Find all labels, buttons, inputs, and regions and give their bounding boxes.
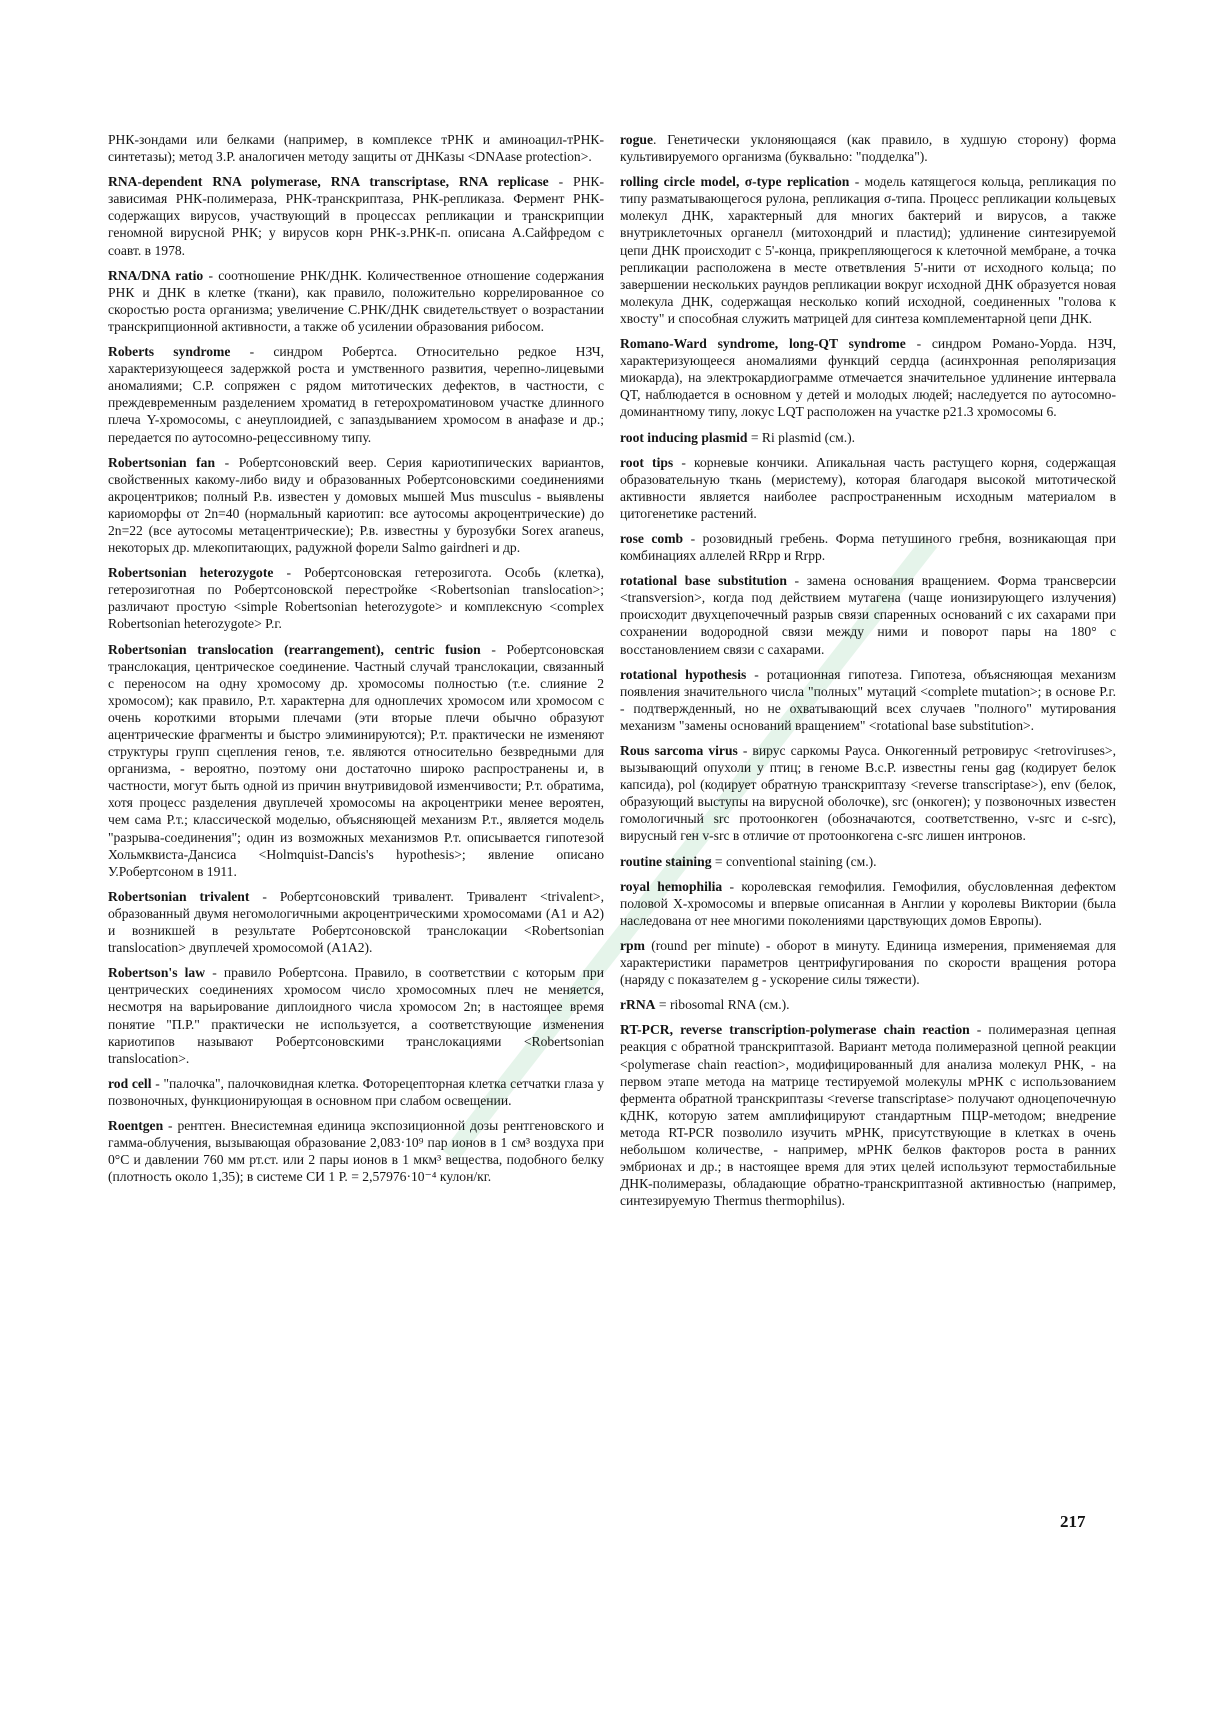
dictionary-entry bbox=[108, 641, 604, 880]
dictionary-entry bbox=[620, 878, 1116, 929]
entry-definition: - "палочка", палочковидная клетка. Фоторецепторная клетка сетчатки глаза у позвоночных, функционирующая в основном при слабом освещении. bbox=[108, 1075, 604, 1108]
dictionary-entry bbox=[108, 964, 604, 1067]
entry-definition: - Робертсоновская гетерозигота. Особь (клетка), гетерозиготная по Робертсоновской перестройке <Robertsonian translocation>; различают простую <simple Robertsonian heterozygote> и комплексную <complex Robertsonian heterozygote> Р.г. bbox=[108, 565, 604, 632]
entry-headword: rotational hypothesis bbox=[620, 666, 747, 682]
entry-headword: RNA-dependent RNA polymerase, RNA transcriptase, RNA replicase bbox=[108, 174, 549, 190]
entry-headword: royal hemophilia bbox=[620, 878, 723, 894]
dictionary-entry bbox=[108, 131, 604, 165]
entry-headword: root tips bbox=[620, 454, 674, 470]
entry-definition: - замена основания вращением. Форма трансверсии <transversion>, когда под действием мутагена (чаще ионизирующего излучения) происходит двухцепочечный разрыв связи спаренных оснований с их сахарами при сохранении водородной связи между ними и поворот пары на 180° с восстановлением связи с сахарами. bbox=[620, 573, 1116, 657]
entry-definition: - синдром Робертса. Относительно редкое НЗЧ, характеризующееся задержкой роста и умственного развития, черепно-лицевыми аномалиями; С.Р. сопряжен с рядом митотических дефектов, в частности, с преждевременным разделением хроматид в гетерохроматиновом участке длинного плеча Y-хромосомы, с анеуплоидией, с запаздыванием хромосом в анафазе и др.; передается по аутосомно-рецессивному типу. bbox=[108, 344, 604, 445]
entry-headword: Roentgen bbox=[108, 1117, 164, 1133]
dictionary-entry bbox=[620, 335, 1116, 420]
entry-headword: rRNA bbox=[620, 997, 656, 1013]
entry-definition: - Робертсоновский веер. Серия кариотипических вариантов, свойственных какому-либо виду и образованных Робертсоновскими соединениями акроцентриков; полный Р.в. известен у домовых мышей Mus musculus - выявлены кариоморфы от 2n=40 (нормальный кариотип: все аутосомы акроцентрические) до 2n=22 (все аутосомы метацентрические); Р.в. известны у бурозубки Sorex araneus, некоторых др. млекопитающих, радужной форели Salmo gairdneri и др. bbox=[108, 454, 604, 556]
entry-definition: - Робертсоновская транслокация, центрическое соединение. Частный случай транслокации, связанный с переносом на одну хромосому др. хромосомы полностью (т.е. слияние 2 хромосом); как правило, Р.т. характерна для одноплечих хромосом или хромосом с очень короткими вторыми плечами (эти вторые плечи обычно образуют ацентрические фрагменты и быстро элиминируются); Р.т. практически не изменяют структуры групп сцепления генов, т.е. являются относительно безвредными для организма, - вероятно, поэтому они достаточно широко распространены и, в частности, могут быть одной из причин внутривидовой изменчивости; Р.т. обратима, хотя процесс разделения двуплечей хромосомы на акроцентрики менее вероятен, чем сама Р.т.; классической моделью, объясняющей механизм Р.т., является модель "разрыва-соединения"; один из возможных механизмов Р.т. описывается гипотезой Хольмквиста-Дансиса <Holmquist-Dancis's hypothesis>; явление описано У.Робертсоном в 1911. bbox=[108, 641, 604, 879]
entry-headword: rolling circle model, σ-type replication bbox=[620, 174, 850, 190]
entry-headword: root inducing plasmid bbox=[620, 429, 748, 445]
dictionary-entry bbox=[620, 530, 1116, 564]
entry-definition: - рентген. Внесистемная единица экспозиционной дозы рентгеновского и гамма-облучения, вызывающая образование 2,083·10⁹ пар ионов в 1 см³ воздуха при 0°С и давлении 760 мм рт.ст. или 2 пары ионов в 1 мкм³ вещества, подобного белку (плотность около 1,35); в системе СИ 1 Р. = 2,57976·10⁻⁴ кулон/кг. bbox=[108, 1117, 604, 1185]
dictionary-entry bbox=[108, 564, 604, 632]
entry-headword: Rous sarcoma virus bbox=[620, 743, 738, 758]
entry-headword: Roberts syndrome bbox=[108, 344, 231, 360]
dictionary-entry bbox=[620, 572, 1116, 657]
page-number: 217 bbox=[1060, 1512, 1086, 1531]
dictionary-entry bbox=[620, 853, 1116, 870]
entry-headword: Robertsonian translocation (rearrangement), centric fusion bbox=[108, 641, 481, 657]
entry-definition: - ротационная гипотеза. Гипотеза, объясняющая механизм появления значительного числа "полных" мутаций <complete mutation>; в основе Р.г. - подтвержденный, но не охватывающий всех случаев "полного" мутирования механизм "замены оснований вращением" <rotational base substitution>. bbox=[620, 666, 1116, 733]
entry-headword: Romano-Ward syndrome, long-QT syndrome bbox=[620, 336, 906, 352]
entry-definition: = Ri plasmid (см.). bbox=[747, 429, 856, 445]
dictionary-entry bbox=[620, 131, 1116, 165]
entry-definition: - синдром Романо-Уорда. НЗЧ, характеризующееся аномалиями функций сердца (асинхронная реполяризация миокарда), на электрокардиограмме отмечается значительное удлинение интервала QT, наблюдается в основном у детей и молодых людей; наследуется по аутосомно-доминантному типу, локус LQT расположен на участке p21.3 хромосомы 6. bbox=[620, 336, 1116, 420]
entry-headword: RT-PCR, reverse transcription-polymerase chain reaction bbox=[620, 1022, 970, 1038]
dictionary-entry bbox=[620, 429, 1116, 446]
entry-definition: - соотношение РНК/ДНК. Количественное отношение содержания РНК и ДНК в клетке (ткани), как правило, положительно коррелированное со скоростью роста организма; увеличение С.РНК/ДНК свидетельствует о возрастании транскрипционной активности, а также об усилении образования рибосом. bbox=[108, 267, 604, 334]
dictionary-entry bbox=[620, 937, 1116, 988]
entry-definition: - розовидный гребень. Форма петушиного гребня, возникающая при комбинациях аллелей RRpp и Rrpp. bbox=[620, 530, 1116, 564]
dictionary-entry bbox=[108, 173, 604, 258]
dictionary-entry bbox=[620, 173, 1116, 327]
entry-definition: - вирус саркомы Рауса. Онкогенный ретровирус <retroviruses>, вызывающий опухоли у птиц; в геноме В.с.Р. известны гены gag (кодирует белок капсида), pol (кодирует обратную транскриптазу <reverse transcriptase>), env (белок, образующий выступы на вирусной оболочке), src (онкоген); у позвоночных известен гомологичный src протоонкоген (обозначаются, соответственно, v-src и c-src), вирусный ген v-src в отличие от протоонкогена c-src лишен интронов. bbox=[620, 743, 1116, 844]
entry-definition: - корневые кончики. Апикальная часть растущего корня, содержащая образовательную ткань (меристему), которая благодаря высокой митотической активности является наиболее распространенным исходным материалом в цитогенетике растений. bbox=[620, 454, 1116, 521]
entry-definition: . Генетически уклоняющаяся (как правило, в худшую сторону) форма культивируемого организма (буквально: "подделка"). bbox=[620, 132, 1116, 165]
entry-headword: rogue bbox=[620, 132, 653, 147]
entry-headword: rose comb bbox=[620, 530, 684, 546]
entry-headword: Robertsonian heterozygote bbox=[108, 565, 274, 581]
dictionary-entry bbox=[108, 1117, 604, 1185]
dictionary-entry bbox=[620, 666, 1116, 734]
entry-headword: rod cell bbox=[108, 1075, 152, 1091]
entry-headword: RNA/DNA ratio bbox=[108, 267, 204, 283]
entry-definition: - Робертсоновский тривалент. Тривалент <trivalent>, образованный двумя негомологичными акроцентрическими хромосомами (A1 и A2) и возникшей в результате Робертсоновской транслокации <Robertsonian translocation> двуплечей хромосомой (A1A2). bbox=[108, 888, 604, 956]
dictionary-entry bbox=[620, 1021, 1116, 1209]
entry-definition: - РНК-зависимая РНК-полимераза, РНК-транскриптаза, РНК-репликаза. Фермент РНК-содержащих вирусов, участвующий в процессах репликации и транскрипции геномной вирусной РНК; у вирусов корн РНК-з.РНК-п. описана А.Сайфредом с соавт. в 1978. bbox=[108, 174, 604, 258]
entry-definition: = conventional staining (см.). bbox=[711, 853, 877, 869]
entry-definition: (round per minute) - оборот в минуту. Единица измерения, применяемая для характеристики параметров центрифугирования по скорости вращения ротора (наряду с показателем g - ускорение силы тяжести). bbox=[620, 937, 1116, 988]
entry-headword: Robertsonian trivalent bbox=[108, 888, 250, 904]
entry-headword: rpm bbox=[620, 937, 645, 953]
right-column bbox=[620, 131, 1116, 1217]
entry-headword: routine staining bbox=[620, 853, 712, 869]
entry-definition: - модель катящегося кольца, репликация по типу разматывающегося рулона, репликация σ-типа. Процесс репликации кольцевых молекул ДНК, характерный для многих бактерий и вирусов, а также внутриклеточных органелл (митохондрий и пластид); удлинение синтезируемой цепи ДНК происходит с 5'-конца, прикрепляющегося к клеточной мембране, а точка репликации расположена в месте ответвления 5'-нити от исходного кольца; по завершении нескольких раундов репликации вокруг исходной ДНК образуется новая молекула ДНК, содержащая несколько копий исходной, соединенных "голова к хвосту" и способная служить матрицей для синтеза комплементарной цепи ДНК. bbox=[620, 174, 1116, 326]
dictionary-entry bbox=[108, 1075, 604, 1109]
entry-definition: - правило Робертсона. Правило, в соответствии с которым при центрических соединениях хромосом число хромосомных плеч не меняется, несмотря на варьирование диплоидного числа хромосом 2n; в настоящее время понятие "П.Р." практически не используется, а соответствующие изменения кариотипов называют Робертсоновскими транслокациями <Robertsonian translocation>. bbox=[108, 965, 605, 1066]
dictionary-entry bbox=[108, 343, 604, 446]
entry-headword: rotational base substitution bbox=[620, 573, 787, 589]
dictionary-entry bbox=[108, 888, 604, 956]
entry-definition: РНК-зондами или белками (например, в комплексе тРНК и аминоацил-тРНК-синтетазы); метод З.Р. аналогичен методу защиты от ДНКазы <DNAase protection>. bbox=[108, 132, 604, 165]
dictionary-entry bbox=[108, 267, 604, 335]
entry-definition: - полимеразная цепная реакция с обратной транскриптазой. Вариант метода полимеразной цепной реакции <polymerase chain reaction>, модифицированный для анализа молекул РНК, - на первом этапе метода на матрице тестируемой молекулы мРНК с использованием фермента обратной транскриптазы <reverse transcriptase> получают одноцепочечную кДНК, которую затем амплифицируют стандартным ПЦР-методом; внедрение метода RT-PCR позволило изучить мРНК, присутствующие в клетках в очень небольшом количестве, - например, мРНК белков факторов роста в ранних эмбрионах и др.; в настоящее время для этих целей используют термостабильные ДНК-полимеразы, обладающие обратно-транскриптазной активностью (например, синтезируемую Thermus thermophilus). bbox=[620, 1022, 1117, 1209]
dictionary-entry bbox=[108, 454, 604, 557]
dictionary-entry bbox=[620, 454, 1116, 522]
dictionary-entry bbox=[620, 742, 1116, 845]
entry-headword: Robertsonian fan bbox=[108, 454, 216, 470]
left-column bbox=[108, 131, 604, 1193]
entry-headword: Robertson's law bbox=[108, 965, 206, 981]
entry-definition: = ribosomal RNA (см.). bbox=[655, 997, 790, 1013]
dictionary-entry bbox=[620, 996, 1116, 1013]
entry-definition: - королевская гемофилия. Гемофилия, обусловленная дефектом половой Х-хромосомы и впервые описанная в Англии у королевы Виктории (была наследована от нее многими поколениями царствующих домов Европы). bbox=[620, 878, 1116, 928]
